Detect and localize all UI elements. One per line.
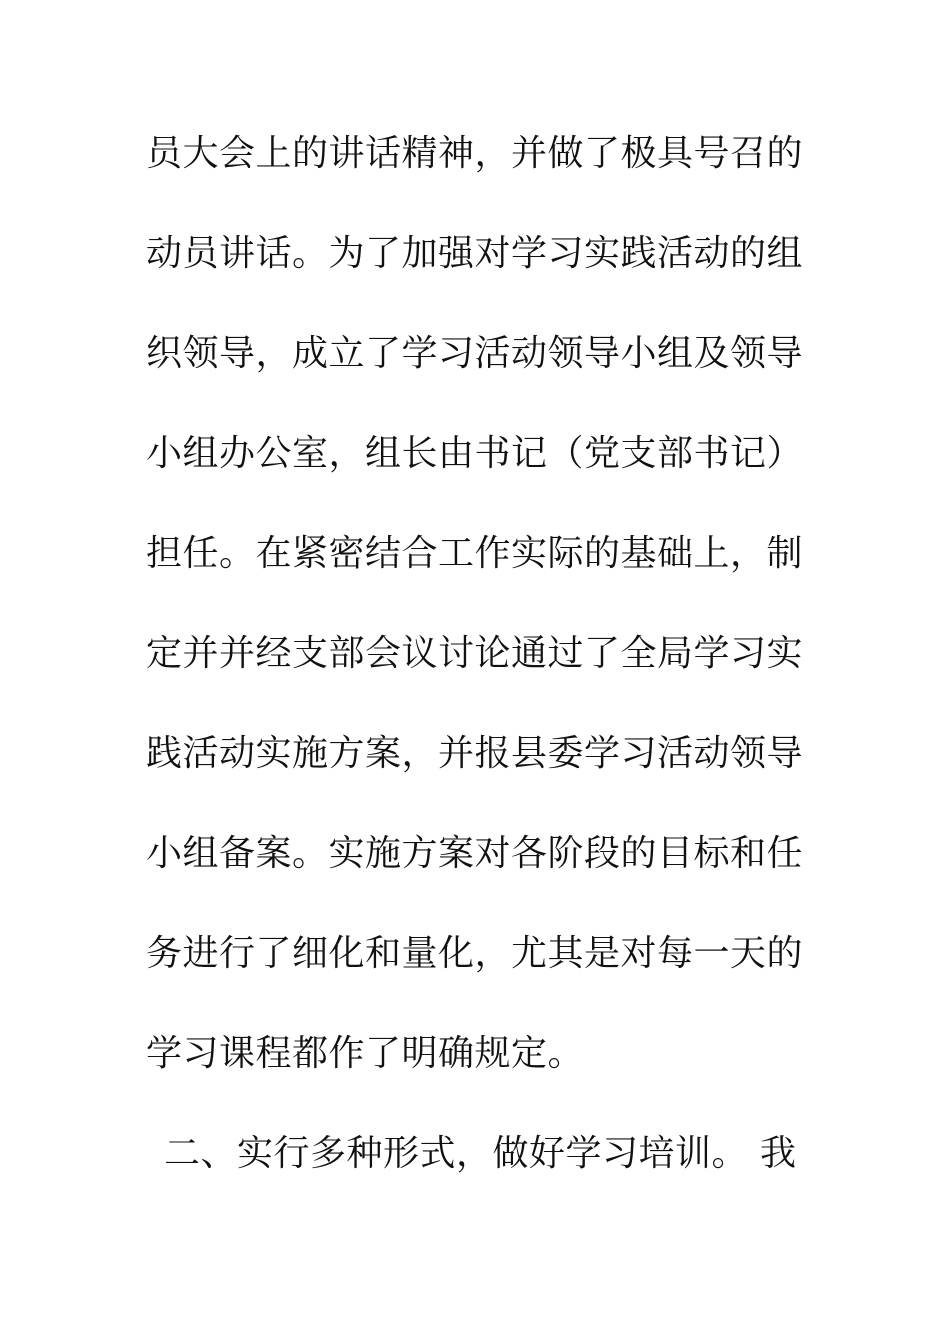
section-heading-line: 二、实行多种形式，做好学习培训。 我 [164,1133,797,1174]
text-line: 担任。在紧密结合工作实际的基础上，制 [146,533,804,574]
text-line: 动员讲话。为了加强对学习实践活动的组 [146,233,804,274]
body-text [146,126,804,1226]
text-line: 织领导，成立了学习活动领导小组及领导 [146,333,804,374]
text-line: 员大会上的讲话精神，并做了极具号召的 [146,133,804,174]
text-line: 务进行了细化和量化，尤其是对每一天的 [146,933,804,974]
text-line: 小组办公室，组长由书记（党支部书记） [146,433,804,474]
text-line: 践活动实施方案，并报县委学习活动领导 [146,733,804,774]
text-line: 定并并经支部会议讨论通过了全局学习实 [146,633,804,674]
text-line: 学习课程都作了明确规定。 [146,1033,585,1074]
text-line: 小组备案。实施方案对各阶段的目标和任 [146,833,804,874]
